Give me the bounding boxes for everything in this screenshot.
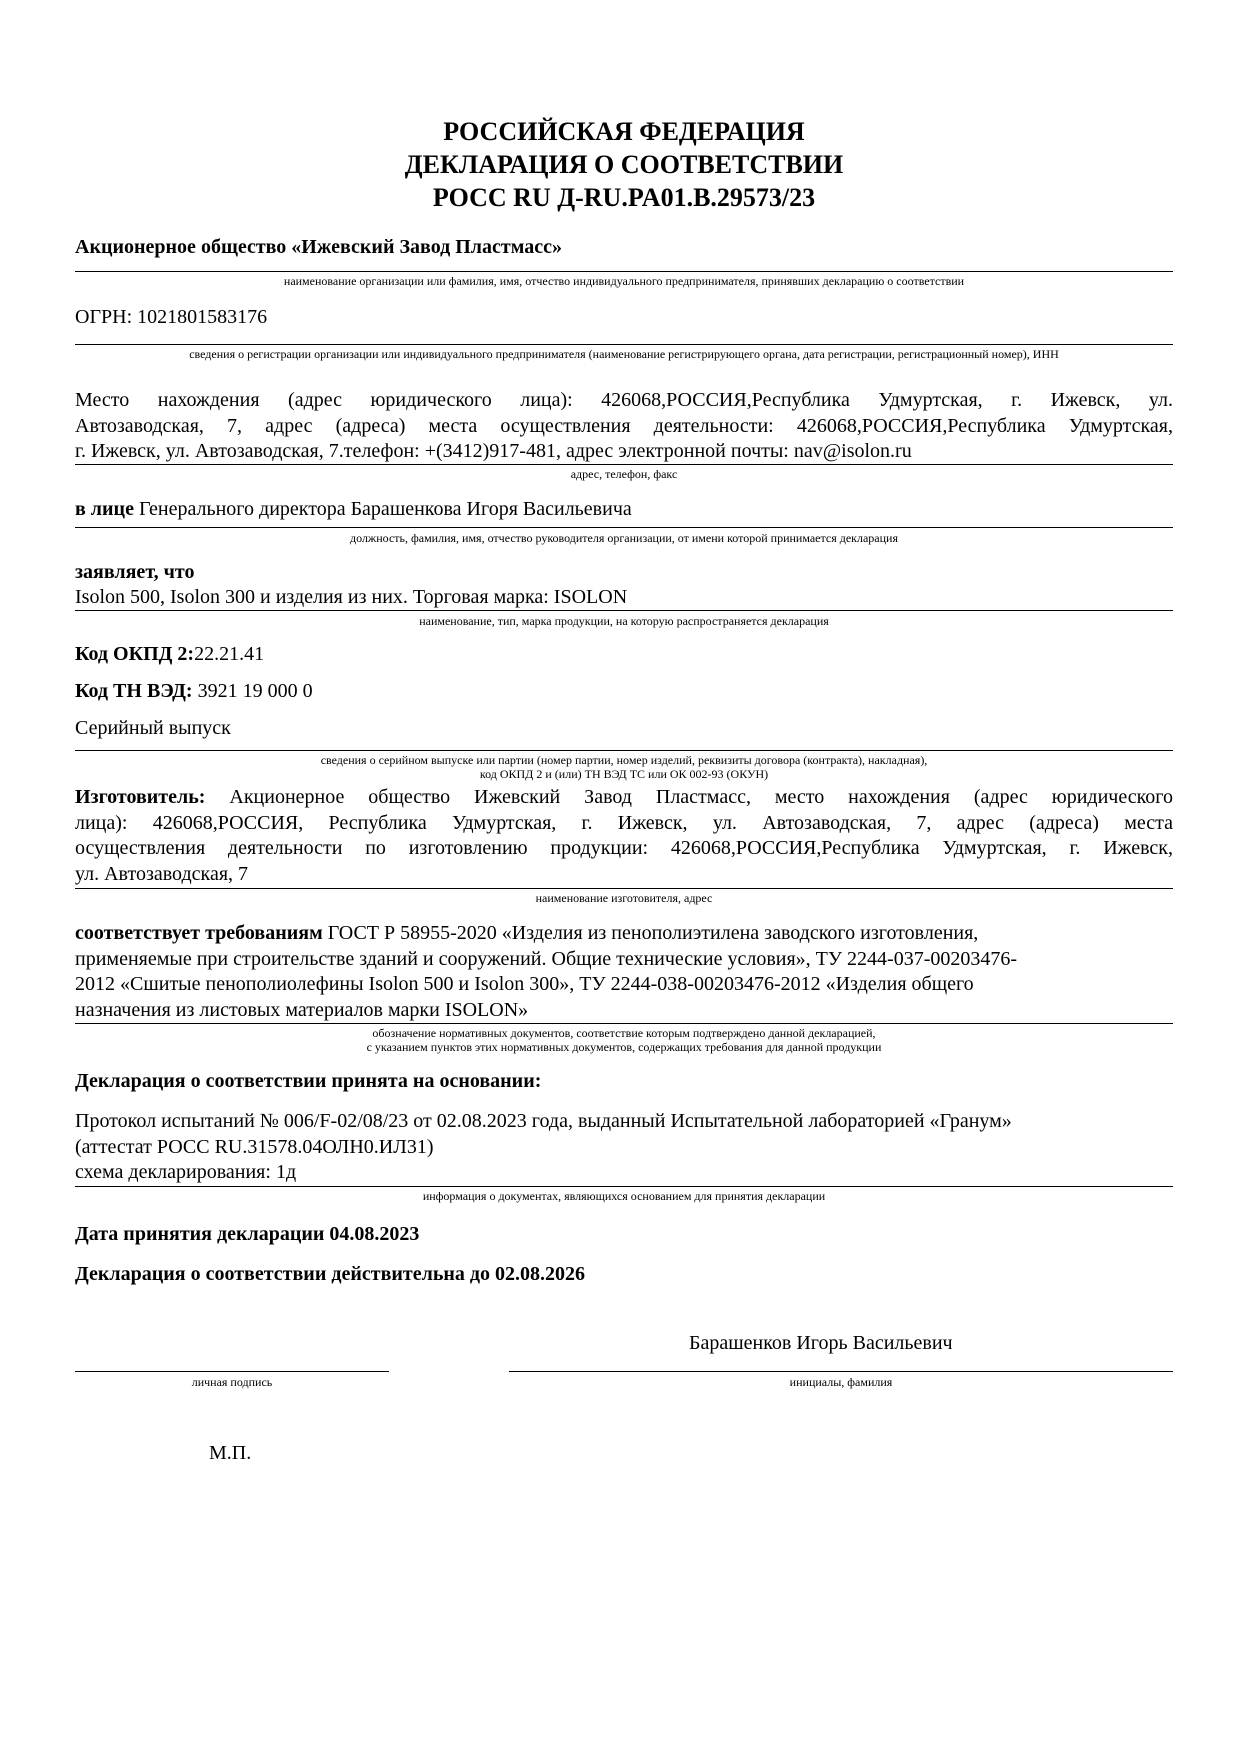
representative-caption: должность, фамилия, имя, отчество руководителя организации, от имени которой принимается декларация [350, 531, 898, 545]
requirements-line: назначения из листовых материалов марки ISOLON» [75, 998, 529, 1021]
address-line: Место нахождения (адрес юридического лица): 426068,РОССИЯ,Республика Удмуртская, г. Ижевск, ул. [75, 389, 1173, 411]
divider [75, 527, 1173, 528]
manufacturer-block [75, 785, 1173, 887]
requirements-line: 2012 «Сшитые пенополиолефины Isolon 500 и Isolon 300», ТУ 2244-038-00203476-2012 «Изделия общего [75, 973, 974, 995]
requirements-caption-line: обозначение нормативных документов, соответствие которым подтверждено данной декларацией, [372, 1026, 876, 1040]
registration-ogrn: ОГРН: 1021801583176 [75, 306, 268, 328]
divider [75, 888, 1173, 889]
manufacturer-caption: наименование изготовителя, адрес [535, 891, 713, 905]
document-header [75, 115, 1173, 214]
tnved-code [75, 679, 1173, 705]
divider [75, 344, 1173, 345]
product-label: заявляет, что [75, 561, 195, 583]
representative-text: Генерального директора Барашенкова Игоря Васильевича [133, 498, 632, 520]
divider [75, 750, 1173, 751]
header-title: ДЕКЛАРАЦИЯ О СООТВЕТСТВИИ [404, 150, 844, 179]
representative-label: в лице [75, 498, 134, 520]
requirements-line: соответствует требованиям ГОСТ Р 58955-2020 «Изделия из пенополиэтилена заводского изготовления, [75, 922, 979, 944]
basis-line: схема декларирования: 1д [75, 1161, 297, 1183]
header-number: РОСС RU Д-RU.PA01.B.29573/23 [432, 183, 816, 212]
valid-until-date: Декларация о соответствии действительна до 02.08.2026 [75, 1263, 586, 1285]
basis-line: (аттестат РОСС RU.31578.04ОЛН0.ИЛ31) [75, 1135, 434, 1158]
tnved-label: Код ТН ВЭД: [75, 680, 193, 702]
manufacturer-line: ул. Автозаводская, 7 [75, 862, 249, 885]
tnved-value: 3921 19 000 0 [192, 680, 313, 702]
signer-name: Барашенков Игорь Васильевич [689, 1332, 953, 1354]
requirements-caption-line: с указанием пунктов этих нормативных документов, содержащих требования для данной продукции [366, 1040, 882, 1054]
basis-line: Протокол испытаний № 006/F-02/08/23 от 02.08.2023 года, выданный Испытательной лабораторией «Гранум» [75, 1110, 1012, 1132]
serial-caption-line: сведения о серийном выпуске или партии (номер партии, номер изделий, реквизиты договора (контракта), накладная), [320, 753, 928, 767]
name-caption: инициалы, фамилия [789, 1375, 893, 1389]
applicant-caption: наименование организации или фамилия, имя, отчество индивидуального предпринимателя, принявших декларацию о соответствии [283, 274, 965, 288]
basis-block [75, 1109, 1173, 1186]
address-line: Автозаводская, 7, адрес (адреса) места осуществления деятельности: 426068,РОССИЯ,Республика Удмуртская, [75, 414, 1173, 437]
address-block [75, 388, 1173, 465]
divider [75, 610, 1173, 611]
address-line: г. Ижевск, ул. Автозаводская, 7.телефон: +(3412)917-481, адрес электронной почты: nav@isolon.ru [75, 440, 912, 462]
basis-caption: информация о документах, являющихся основанием для принятия декларации [422, 1189, 826, 1203]
serial-caption [75, 753, 1173, 781]
divider [75, 1023, 1173, 1024]
okpd-label: Код ОКПД 2: [75, 643, 195, 665]
registration-caption: сведения о регистрации организации или индивидуального предпринимателя (наименование регистрирующего органа, дата регистрации, регистрационный номер), ИНН [189, 347, 1059, 361]
address-caption: адрес, телефон, факс [570, 467, 678, 481]
manufacturer-line: осуществления деятельности по изготовлению продукции: 426068,РОССИЯ,Республика Удмуртская, г. Ижевск, [75, 837, 1173, 859]
signature-line [75, 1371, 389, 1372]
name-line [509, 1371, 1173, 1372]
serial-caption-line: код ОКПД 2 и (или) ТН ВЭД ТС или ОК 002-93 (ОКУН) [479, 767, 769, 781]
header-country: РОССИЙСКАЯ ФЕДЕРАЦИЯ [443, 117, 805, 146]
requirements-block [75, 921, 1173, 1023]
divider [75, 271, 1173, 272]
requirements-line: применяемые при строительстве зданий и сооружений. Общие технические условия», ТУ 2244-037-00203476- [75, 947, 1018, 970]
serial-text: Серийный выпуск [75, 717, 231, 739]
requirements-label: соответствует требованиям [75, 922, 323, 944]
manufacturer-label: Изготовитель: [75, 786, 206, 808]
applicant-name: Акционерное общество «Ижевский Завод Пластмасс» [75, 236, 562, 258]
product-caption: наименование, тип, марка продукции, на которую распространяется декларация [419, 614, 829, 628]
acceptance-date: Дата принятия декларации 04.08.2023 [75, 1223, 420, 1245]
signature-caption: личная подпись [191, 1375, 273, 1389]
okpd-value: 22.21.41 [194, 643, 265, 665]
manufacturer-line: лица): 426068,РОССИЯ, Республика Удмуртская, г. Ижевск, ул. Автозаводская, 7, адрес (адреса) места [75, 811, 1173, 834]
okpd-code [75, 642, 1173, 668]
divider [75, 464, 1173, 465]
representative [75, 497, 1173, 523]
basis-heading: Декларация о соответствии принята на основании: [75, 1070, 542, 1092]
divider [75, 1186, 1173, 1187]
manufacturer-line: Изготовитель: Акционерное общество Ижевский Завод Пластмасс, место нахождения (адрес юридического [75, 786, 1173, 808]
product-text: Isolon 500, Isolon 300 и изделия из них. Торговая марка: ISOLON [75, 586, 628, 608]
declaration-document [75, 0, 1173, 1755]
stamp-place: М.П. [209, 1442, 252, 1464]
requirements-caption [75, 1026, 1173, 1054]
